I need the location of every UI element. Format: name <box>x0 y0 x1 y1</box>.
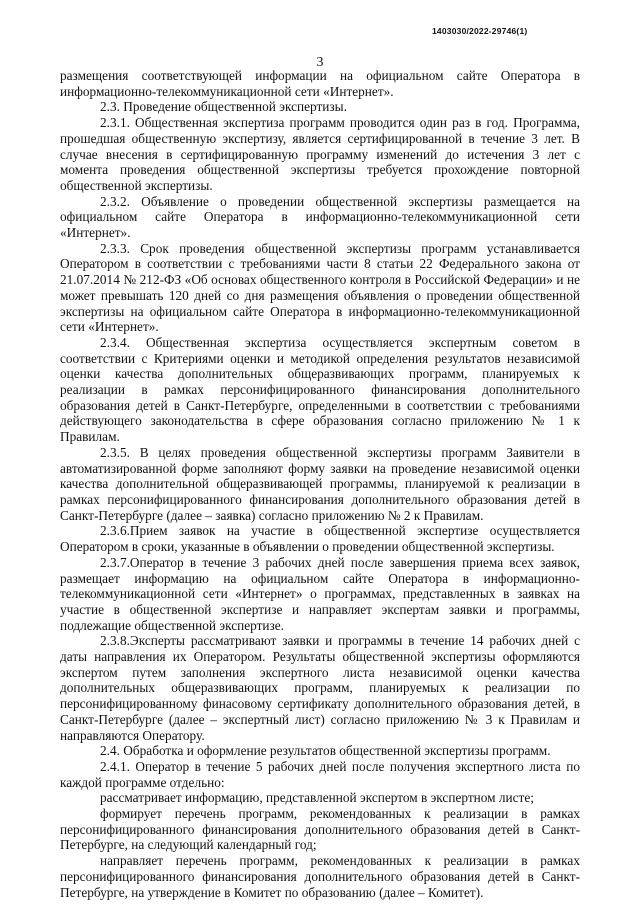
paragraph-2-3-8: 2.3.8.Эксперты рассматривают заявки и программы в течение 14 рабочих дней с даты направления их Оператором. Результаты общественной экспертизы оформляются экспертом путем заполнения экспертного листа независимой оценки качества дополнительных общеразвивающих программ, планируемых к реализации по персонифицированному финасовому сертификату дополнительного образования детей, в Санкт-Петербурге (далее – экспертный лист) согласно приложению № 3 к Правилам и направляются Оператору. <box>60 633 580 743</box>
document-body <box>60 68 580 900</box>
section-heading-2-4: 2.4. Обработка и оформление результатов общественной экспертизы программ. <box>100 743 551 759</box>
paragraph-2-3-7: 2.3.7.Оператор в течение 3 рабочих дней после завершения приема всех заявок, размещает информацию на официальном сайте Оператора в информационно-телекоммуникационной сети «Интернет» о программах, представленных в заявках на участие в общественной экспертизе и направляет экспертам заявки и программы, подлежащие общественной экспертизе. <box>60 554 580 633</box>
paragraph-2-4-1: 2.4.1. Оператор в течение 5 рабочих дней после получения экспертного листа по каждой программе отдельно: <box>60 758 580 790</box>
paragraph-2-3-3: 2.3.3. Срок проведения общественной экспертизы программ устанавливается Оператором в соответствии с требованиями части 8 статьи 22 Федерального закона от 21.07.2014 № 212-ФЗ «Об основах общественного контроля в Российской Федерации» и не может превышать 120 дней со дня размещения объявления о проведении общественной экспертизы на официальном сайте Оператора в информационно-телекоммуникационной сети «Интернет». <box>60 240 580 335</box>
page-number: 3 <box>316 55 324 70</box>
paragraph-2-3-1: 2.3.1. Общественная экспертиза программ проводится один раз в год. Программа, прошедшая общественную экспертизу, является сертифицированной в течение 3 лет. В случае внесения в сертифицированную программу изменений до истечения 3 лет с момента проведения общественной экспертизы требуется прохождение повторной общественной экспертизы. <box>60 115 580 193</box>
document-registration-number: 1403030/2022-29746(1) <box>432 26 528 36</box>
list-item-send-list: направляет перечень программ, рекомендованных к реализации в рамках персонифицированного финансирования дополнительного образования детей в Санкт-Петербурге, на утверждение в Комитет по образованию (далее – Комитет). <box>60 853 580 900</box>
paragraph-2-3-4: 2.3.4. Общественная экспертиза осуществляется экспертным советом в соответствии с Критериями оценки и методикой определения результатов независимой оценки качества дополнительных общеразвивающих программ, планируемых к реализации в рамках персонифицированного финансирования дополнительного образования детей в Санкт-Петербурге, определенными в соответствии с требованиями действующего законодательства в сфере образования согласно приложению № 1 к Правилам. <box>60 334 580 445</box>
list-item-review: рассматривает информацию, представленной экспертом в экспертном листе; <box>100 790 534 806</box>
paragraph-2-3-5: 2.3.5. В целях проведения общественной экспертизы программ Заявители в автоматизированной форме заполняют форму заявки на проведение независимой оценки качества дополнительной общеразвивающей программы, планируемой к реализации в рамках персонифицированного финансирования дополнительного образования детей в Санкт-Петербурге (далее – заявка) согласно приложению № 2 к Правилам. <box>60 444 580 523</box>
list-item-form-list: формирует перечень программ, рекомендованных к реализации в рамках персонифицированного финансирования дополнительного образования детей в Санкт-Петербурге, на следующий календарный год; <box>60 806 580 853</box>
section-heading-2-3: 2.3. Проведение общественной экспертизы. <box>100 99 347 115</box>
paragraph-continuation: размещения соответствующей информации на официальном сайте Оператора в информационно-телекоммуникационной сети «Интернет». <box>60 68 580 99</box>
paragraph-2-3-6: 2.3.6.Прием заявок на участие в общественной экспертизе осуществляется Оператором в сроки, указанные в объявлении о проведении общественной экспертизы. <box>60 523 580 555</box>
paragraph-2-3-2: 2.3.2. Объявление о проведении общественной экспертизы размещается на официальном сайте Оператора в информационно-телекоммуникационной сети «Интернет». <box>60 193 580 241</box>
